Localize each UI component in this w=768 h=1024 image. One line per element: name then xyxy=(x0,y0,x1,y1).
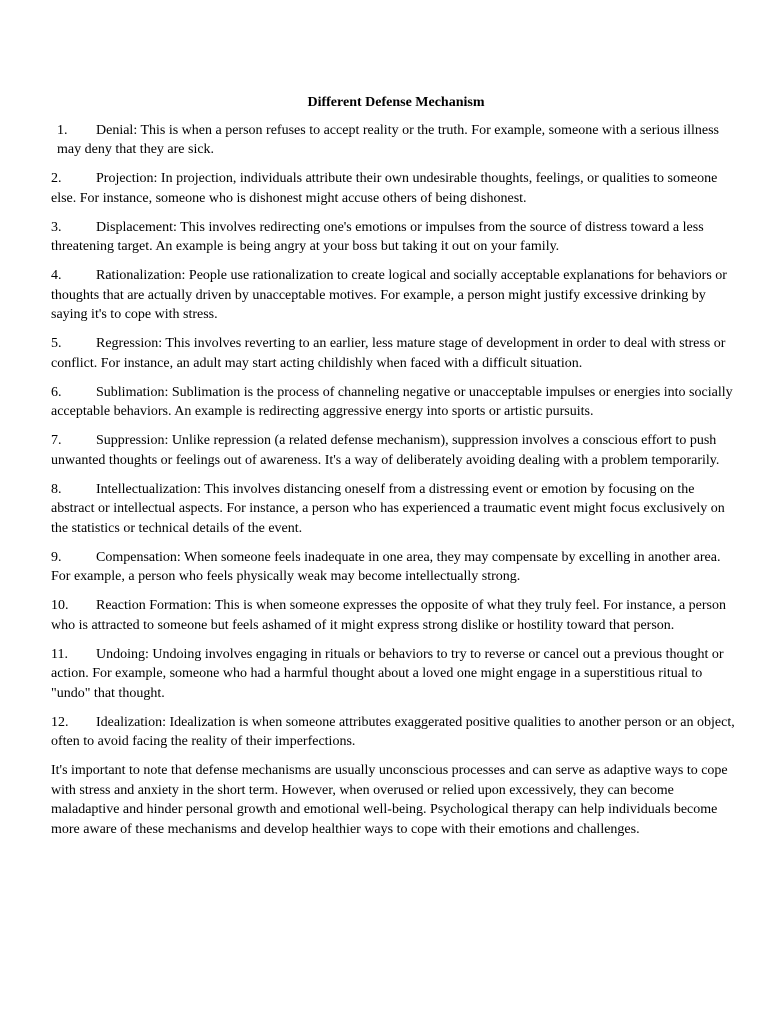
list-item-undoing xyxy=(51,645,737,704)
list-item-text: Reaction Formation: This is when someone expresses the opposite of what they truly feel. For instance, a person who is attracted to someone but feels ashamed of it might express strong dislike or hostility toward that person. xyxy=(51,598,726,633)
list-item-number: 12. xyxy=(51,714,69,730)
list-item-text: Displacement: This involves redirecting one's emotions or impulses from the source of distress toward a less threatening target. An example is being angry at your boss but taking it out on your family. xyxy=(51,219,704,254)
list-item-reaction-formation xyxy=(51,596,737,635)
list-item-number: 6. xyxy=(51,384,62,400)
list-item-text: Idealization: Idealization is when someone attributes exaggerated positive qualities to another person or an object, often to avoid facing the reality of their imperfections. xyxy=(51,714,735,749)
list-item-projection xyxy=(51,169,737,208)
list-item-compensation xyxy=(51,548,737,587)
list-item-number: 5. xyxy=(51,336,62,351)
document-title: Different Defense Mechanism xyxy=(307,95,485,110)
list-item-text: Projection: In projection, individuals attribute their own undesirable thoughts, feelings, or qualities to someone else. For instance, someone who is dishonest might accuse others of being dishonest. xyxy=(51,171,718,206)
list-item-text: Intellectualization: This involves distancing oneself from a distressing event or emotion by focusing on the abstract or intellectual aspects. For instance, a person who has experienced a traumatic event might focus exclusively on the statistics or technical details of the event. xyxy=(51,481,725,536)
list-item-intellectualization xyxy=(51,480,737,539)
list-item-text: Suppression: Unlike repression (a related defense mechanism), suppression involves a conscious effort to push unwanted thoughts or feelings out of awareness. It's a way of deliberately avoiding dealing with a problem temporarily. xyxy=(51,433,720,468)
list-item-number: 1. xyxy=(57,122,68,138)
list-item-number: 8. xyxy=(51,481,62,497)
list-item-displacement xyxy=(51,218,737,257)
list-item-number: 4. xyxy=(51,268,62,283)
list-item-suppression xyxy=(51,431,737,470)
list-item-text: Regression: This involves reverting to an earlier, less mature stage of development in order to deal with stress or conflict. For instance, an adult may start acting childishly when faced with a difficult situation. xyxy=(51,336,726,371)
list-item-number: 3. xyxy=(51,219,62,235)
list-item-text: Rationalization: People use rationalization to create logical and socially acceptable explanations for behaviors or thoughts that are actually driven by unacceptable motives. For example, a person might justify excessive drinking by saying it's to cope with stress. xyxy=(51,268,727,322)
list-item-number: 7. xyxy=(51,433,62,448)
list-item-number: 11. xyxy=(51,646,68,662)
list-item-idealization xyxy=(51,713,737,752)
list-item-number: 2. xyxy=(51,171,62,186)
list-item-text: Undoing: Undoing involves engaging in rituals or behaviors to try to reverse or cancel out a previous thought or action. For example, someone who had a harmful thought about a loved one might engage in a superstitious ritual to "undo" that thought. xyxy=(51,646,724,701)
list-item-text: Sublimation: Sublimation is the process of channeling negative or unacceptable impulses or energies into socially acceptable behaviors. An example is redirecting aggressive energy into sports or artistic pursuits. xyxy=(51,384,733,419)
list-item-number: 10. xyxy=(51,598,69,613)
list-item-sublimation xyxy=(51,383,737,422)
list-item-denial xyxy=(51,121,737,160)
document-page xyxy=(51,93,737,839)
list-item-text: Compensation: When someone feels inadequate in one area, they may compensate by excelling in another area. For example, a person who feels physically weak may become intellectually strong. xyxy=(51,549,721,584)
list-item-number: 9. xyxy=(51,549,62,565)
closing-paragraph: It's important to note that defense mechanisms are usually unconscious processes and can serve as adaptive ways to cope with stress and anxiety in the short term. However, when overused or relied upon excessively, they can become maladaptive and hinder personal growth and emotional well-being. Psychological therapy can help individuals become more aware of these mechanisms and develop healthier ways to cope with their emotions and challenges. xyxy=(51,763,728,837)
list-item-regression xyxy=(51,334,737,373)
list-item-text: Denial: This is when a person refuses to accept reality or the truth. For example, someone with a serious illness may deny that they are sick. xyxy=(57,122,719,157)
list-item-rationalization xyxy=(51,266,737,325)
